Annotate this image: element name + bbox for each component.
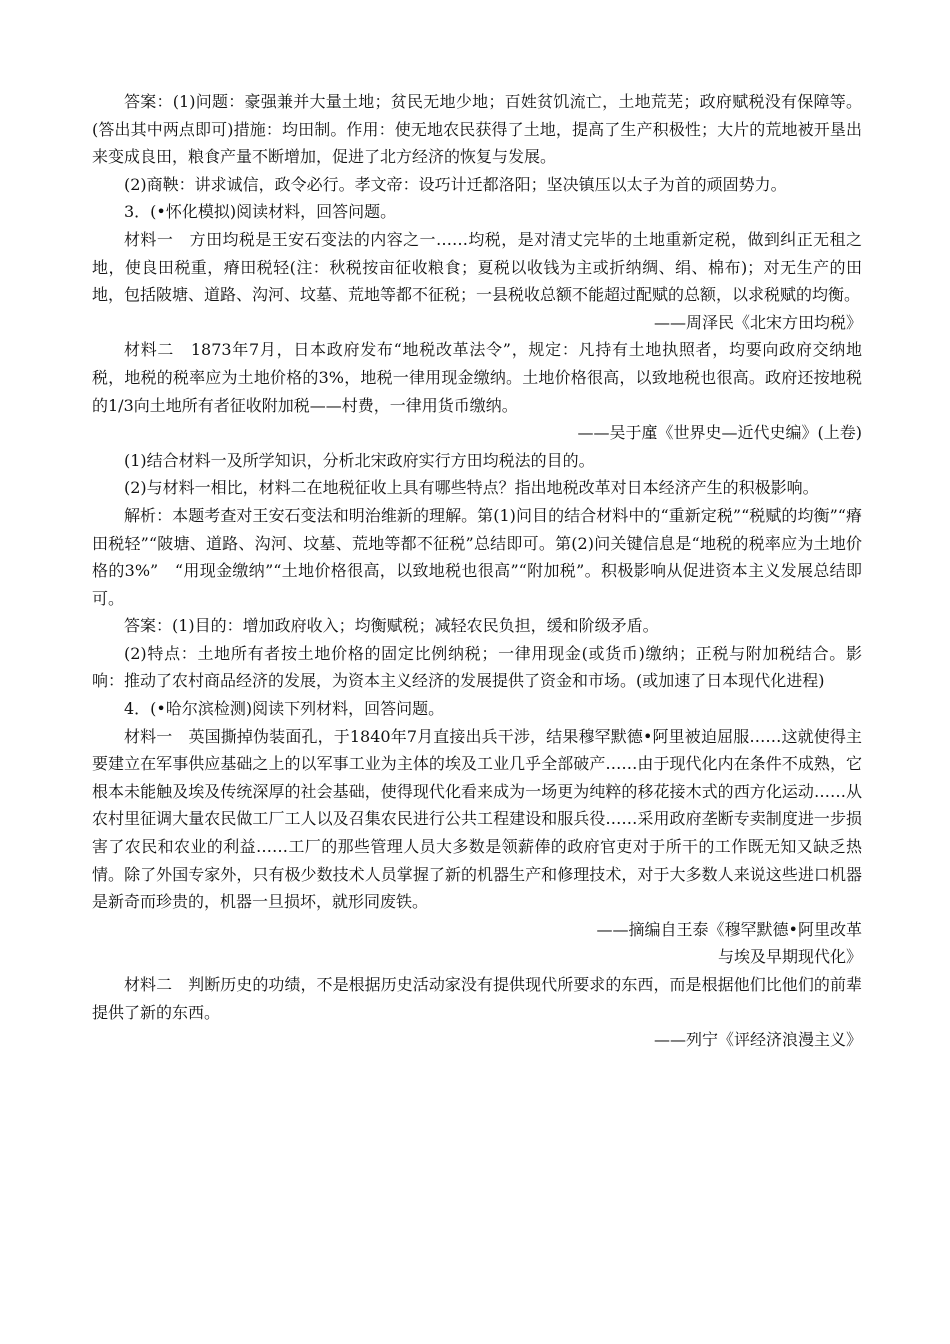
document-page <box>92 88 862 1054</box>
answer-paragraph-2-1: 答案：(1)问题：豪强兼并大量土地；贫民无地少地；百姓贫饥流亡，土地荒芜；政府赋税没有保障等。(答出其中两点即可)措施：均田制。作用：使无地农民获得了土地，提高了生产积极性；大片的荒地被开垦出来变成良田，粮食产量不断增加，促进了北方经济的恢复与发展。 <box>92 92 862 167</box>
question-4-material-1: 材料一 英国撕掉伪装面孔，于1840年7月直接出兵干涉，结果穆罕默德•阿里被迫屈服……这就使得主要建立在军事供应基础之上的以军事工业为主体的埃及工业几乎全部破产……由于现代化内在条件不成熟，它根本未能触及埃及传统深厚的社会基础，使得现代化看来成为一场更为纯粹的移花接木式的西方化运动……从农村里征调大量农民做工厂工人以及召集农民进行公共工程建设和服兵役……采用政府垄断专卖制度进一步损害了农民和农业的利益……工厂的那些管理人员大多数是领薪俸的政府官吏对于所干的工作既无知又缺乏热情。除了外国专家外，只有极少数技术人员掌握了新的机器生产和修理技术，对于大多数人来说这些进口机器是新奇而珍贵的，机器一旦损坏，就形同废铁。 <box>92 726 862 912</box>
question-4-heading: 4．(•哈尔滨检测)阅读下列材料，回答问题。 <box>124 699 445 719</box>
question-4-material-1-source-line-1: ——摘编自王泰《穆罕默德•阿里改革 <box>596 919 862 939</box>
question-3-material-2-source: ——吴于廑《世界史—近代史编》(上卷) <box>577 423 862 443</box>
question-3-material-1: 材料一 方田均税是王安石变法的内容之一……均税，是对清丈完毕的土地重新定税，做到纠正无租之地，使良田税重，瘠田税轻(注：秋税按亩征收粮食；夏税以收钱为主或折纳绸、绢、棉布)；对无生产的田地，包括陂塘、道路、沟河、坟墓、荒地等都不征税；一县税收总额不能超过配赋的总额，以求税赋的均衡。 <box>92 229 862 305</box>
question-3-part-1: (1)结合材料一及所学知识，分析北宋政府实行方田均税法的目的。 <box>124 450 595 470</box>
answer-paragraph-2-2: (2)商鞅：讲求诚信，政令必行。孝文帝：设巧计迁都洛阳；坚决镇压以太子为首的顽固势力。 <box>124 174 787 194</box>
question-3-answer-2: (2)特点：土地所有者按土地价格的固定比例纳税；一律用现金(或货币)缴纳；正税与附加税结合。影响：推动了农村商品经济的发展，为资本主义经济的发展提供了资金和市场。(或加速了日本现代化进程) <box>92 643 862 691</box>
question-3-answer-1: 答案：(1)目的：增加政府收入；均衡赋税；减轻农民负担，缓和阶级矛盾。 <box>124 616 659 636</box>
question-3-heading: 3．(•怀化模拟)阅读材料，回答问题。 <box>124 202 397 222</box>
question-3-material-1-source: ——周泽民《北宋方田均税》 <box>653 312 862 332</box>
question-4-material-2-source: ——列宁《评经济浪漫主义》 <box>653 1030 862 1050</box>
question-3-part-2: (2)与材料一相比，材料二在地税征收上具有哪些特点？指出地税改革对日本经济产生的积极影响。 <box>124 478 819 498</box>
question-3-analysis: 解析：本题考查对王安石变法和明治维新的理解。第(1)问目的结合材料中的“重新定税”“税赋的均衡”“瘠田税轻”“陂塘、道路、沟河、坟墓、荒地等都不征税”总结即可。第(2)问关键信息是“地税的税率应为土地价格的3%” “用现金缴纳”“土地价格很高，以致地税也很高”“附加税”。积极影响从促进资本主义发展总结即可。 <box>92 505 862 608</box>
question-4-material-1-source-line-2: 与埃及早期现代化》 <box>717 947 862 967</box>
question-4-material-2: 材料二 判断历史的功绩，不是根据历史活动家没有提供现代所要求的东西，而是根据他们比他们的前辈提供了新的东西。 <box>92 975 862 1022</box>
question-3-material-2: 材料二 1873年7月，日本政府发布“地税改革法令”，规定：凡持有土地执照者，均要向政府交纳地税，地税的税率应为土地价格的3%，地税一律用现金缴纳。土地价格很高，以致地税也很高。政府还按地税的1/3向土地所有者征收附加税——村费，一律用货币缴纳。 <box>92 340 862 415</box>
